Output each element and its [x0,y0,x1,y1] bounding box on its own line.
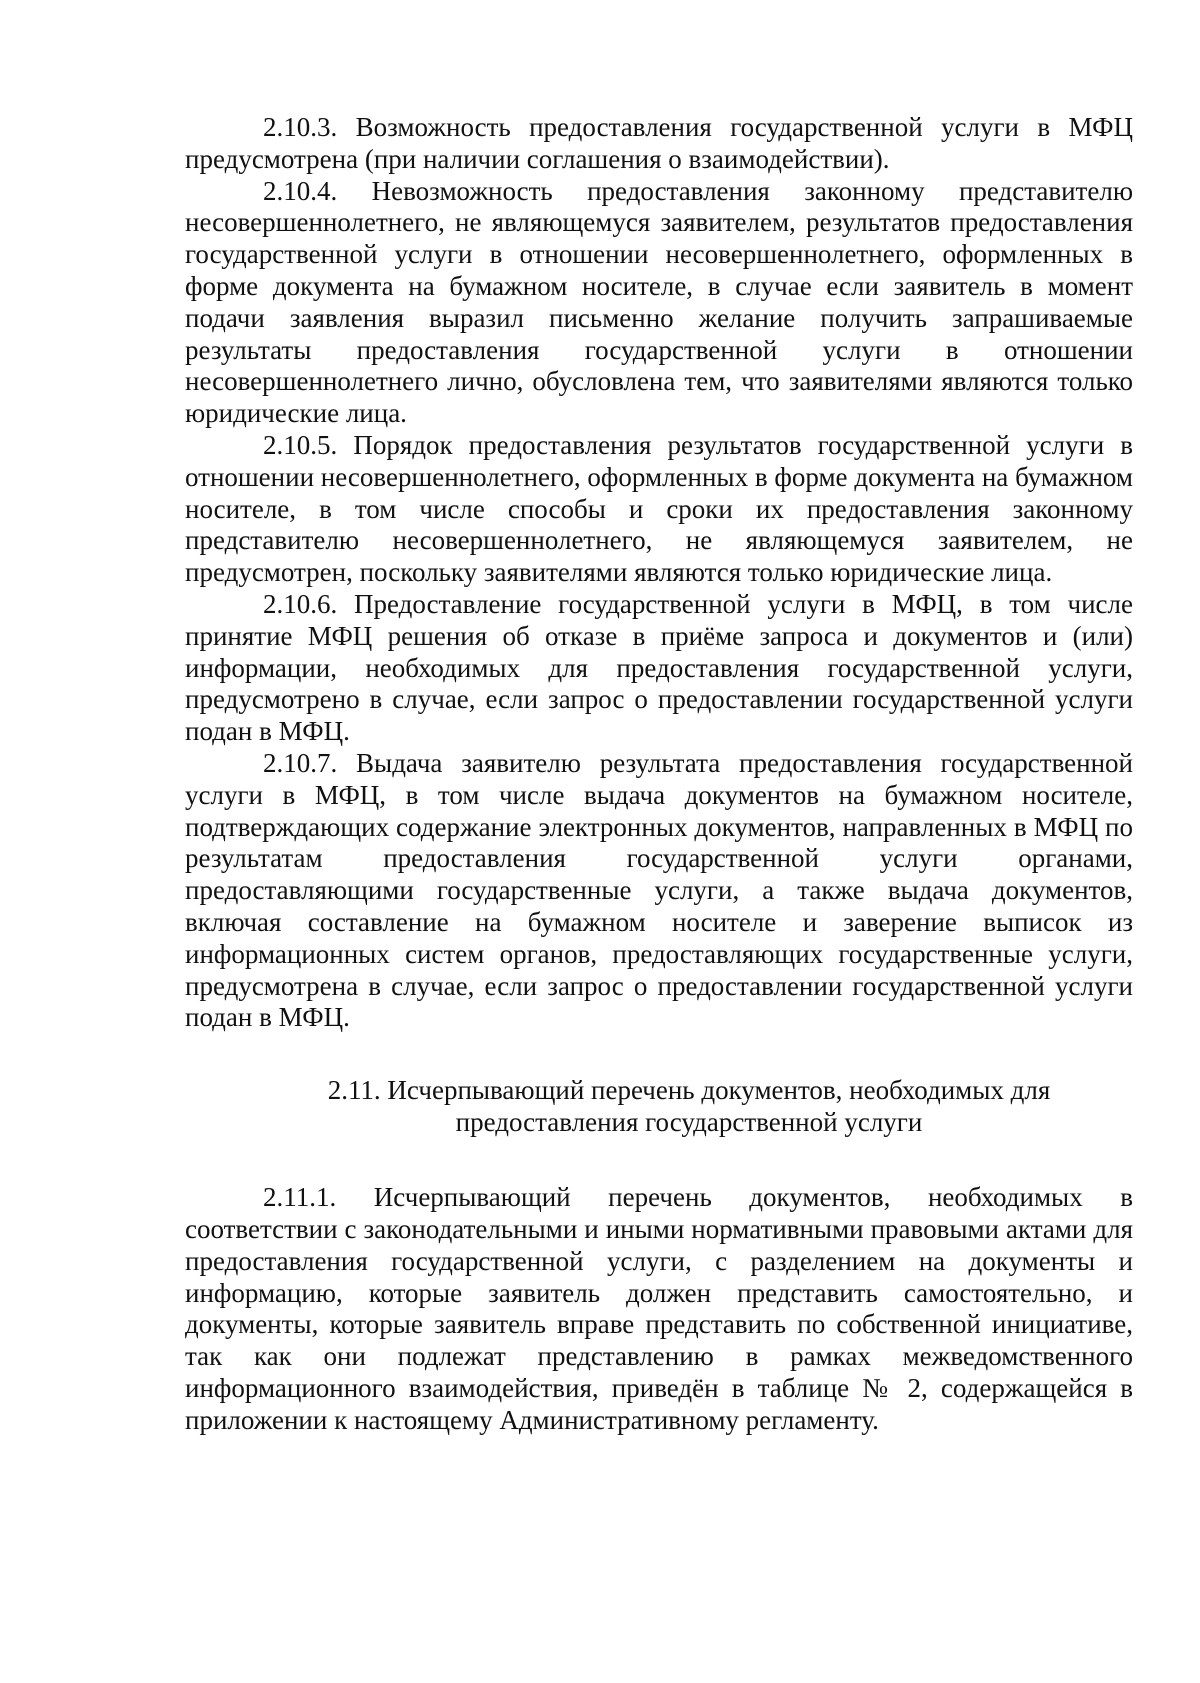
paragraph-2-10-5: 2.10.5. Порядок предоставления результатов государственной услуги в отношении несовершеннолетнего, оформленных в форме документа на бумажном носителе, в том числе способы и сроки их предоставления законному представителю несовершеннолетнего, не являющемуся заявителем, не предусмотрен, поскольку заявителями являются только юридические лица. [185,429,1133,588]
paragraph-2-10-3: 2.10.3. Возможность предоставления государственной услуги в МФЦ предусмотрена (при наличии соглашения о взаимодействии). [185,112,1133,174]
paragraph-2-10-6: 2.10.6. Предоставление государственной услуги в МФЦ, в том числе принятие МФЦ решения об отказе в приёме запроса и документов и (или) информации, необходимых для предоставления государственной услуги, предусмотрено в случае, если запрос о предоставлении государственной услуги подан в МФЦ. [185,588,1133,747]
section-heading-line-1: 2.11. Исчерпывающий перечень документов, необходимых для [327,1075,1051,1106]
section-heading-line-2: предоставления государственной услуги [455,1107,923,1138]
paragraph-2-10-7: 2.10.7. Выдача заявителю результата предоставления государственной услуги в МФЦ, в том числе выдача документов на бумажном носителе, подтверждающих содержание электронных документов, направленных в МФЦ по результатам предоставления государственной услуги органами, предоставляющими государственные услуги, а также выдача документов, включая составление на бумажном носителе и заверение выписок из информационных систем органов, предоставляющих государственные услуги, предусмотрена в случае, если запрос о предоставлении государственной услуги подан в МФЦ. [185,747,1133,1033]
heading-spacer [185,1138,1133,1182]
document-page [185,112,1133,1436]
paragraph-2-10-4: 2.10.4. Невозможность предоставления законному представителю несовершеннолетнего, не являющемуся заявителем, результатов предоставления государственной услуги в отношении несовершеннолетнего, оформленных в форме документа на бумажном носителе, в случае если заявитель в момент подачи заявления выразил письменно желание получить запрашиваемые результаты предоставления государственной услуги в отношении несовершеннолетнего лично, обусловлена тем, что заявителями являются только юридические лица. [185,175,1133,429]
paragraph-2-11-1: 2.11.1. Исчерпывающий перечень документов, необходимых в соответствии с законодательными и иными нормативными правовыми актами для предоставления государственной услуги, с разделением на документы и информацию, которые заявитель должен представить самостоятельно, и документы, которые заявитель вправе представить по собственной инициативе, так как они подлежат представлению в рамках межведомственного информационного взаимодействия, приведён в таблице № 2, содержащейся в приложении к настоящему Административному регламенту. [185,1182,1133,1435]
section-heading-2-11 [185,1074,1133,1138]
